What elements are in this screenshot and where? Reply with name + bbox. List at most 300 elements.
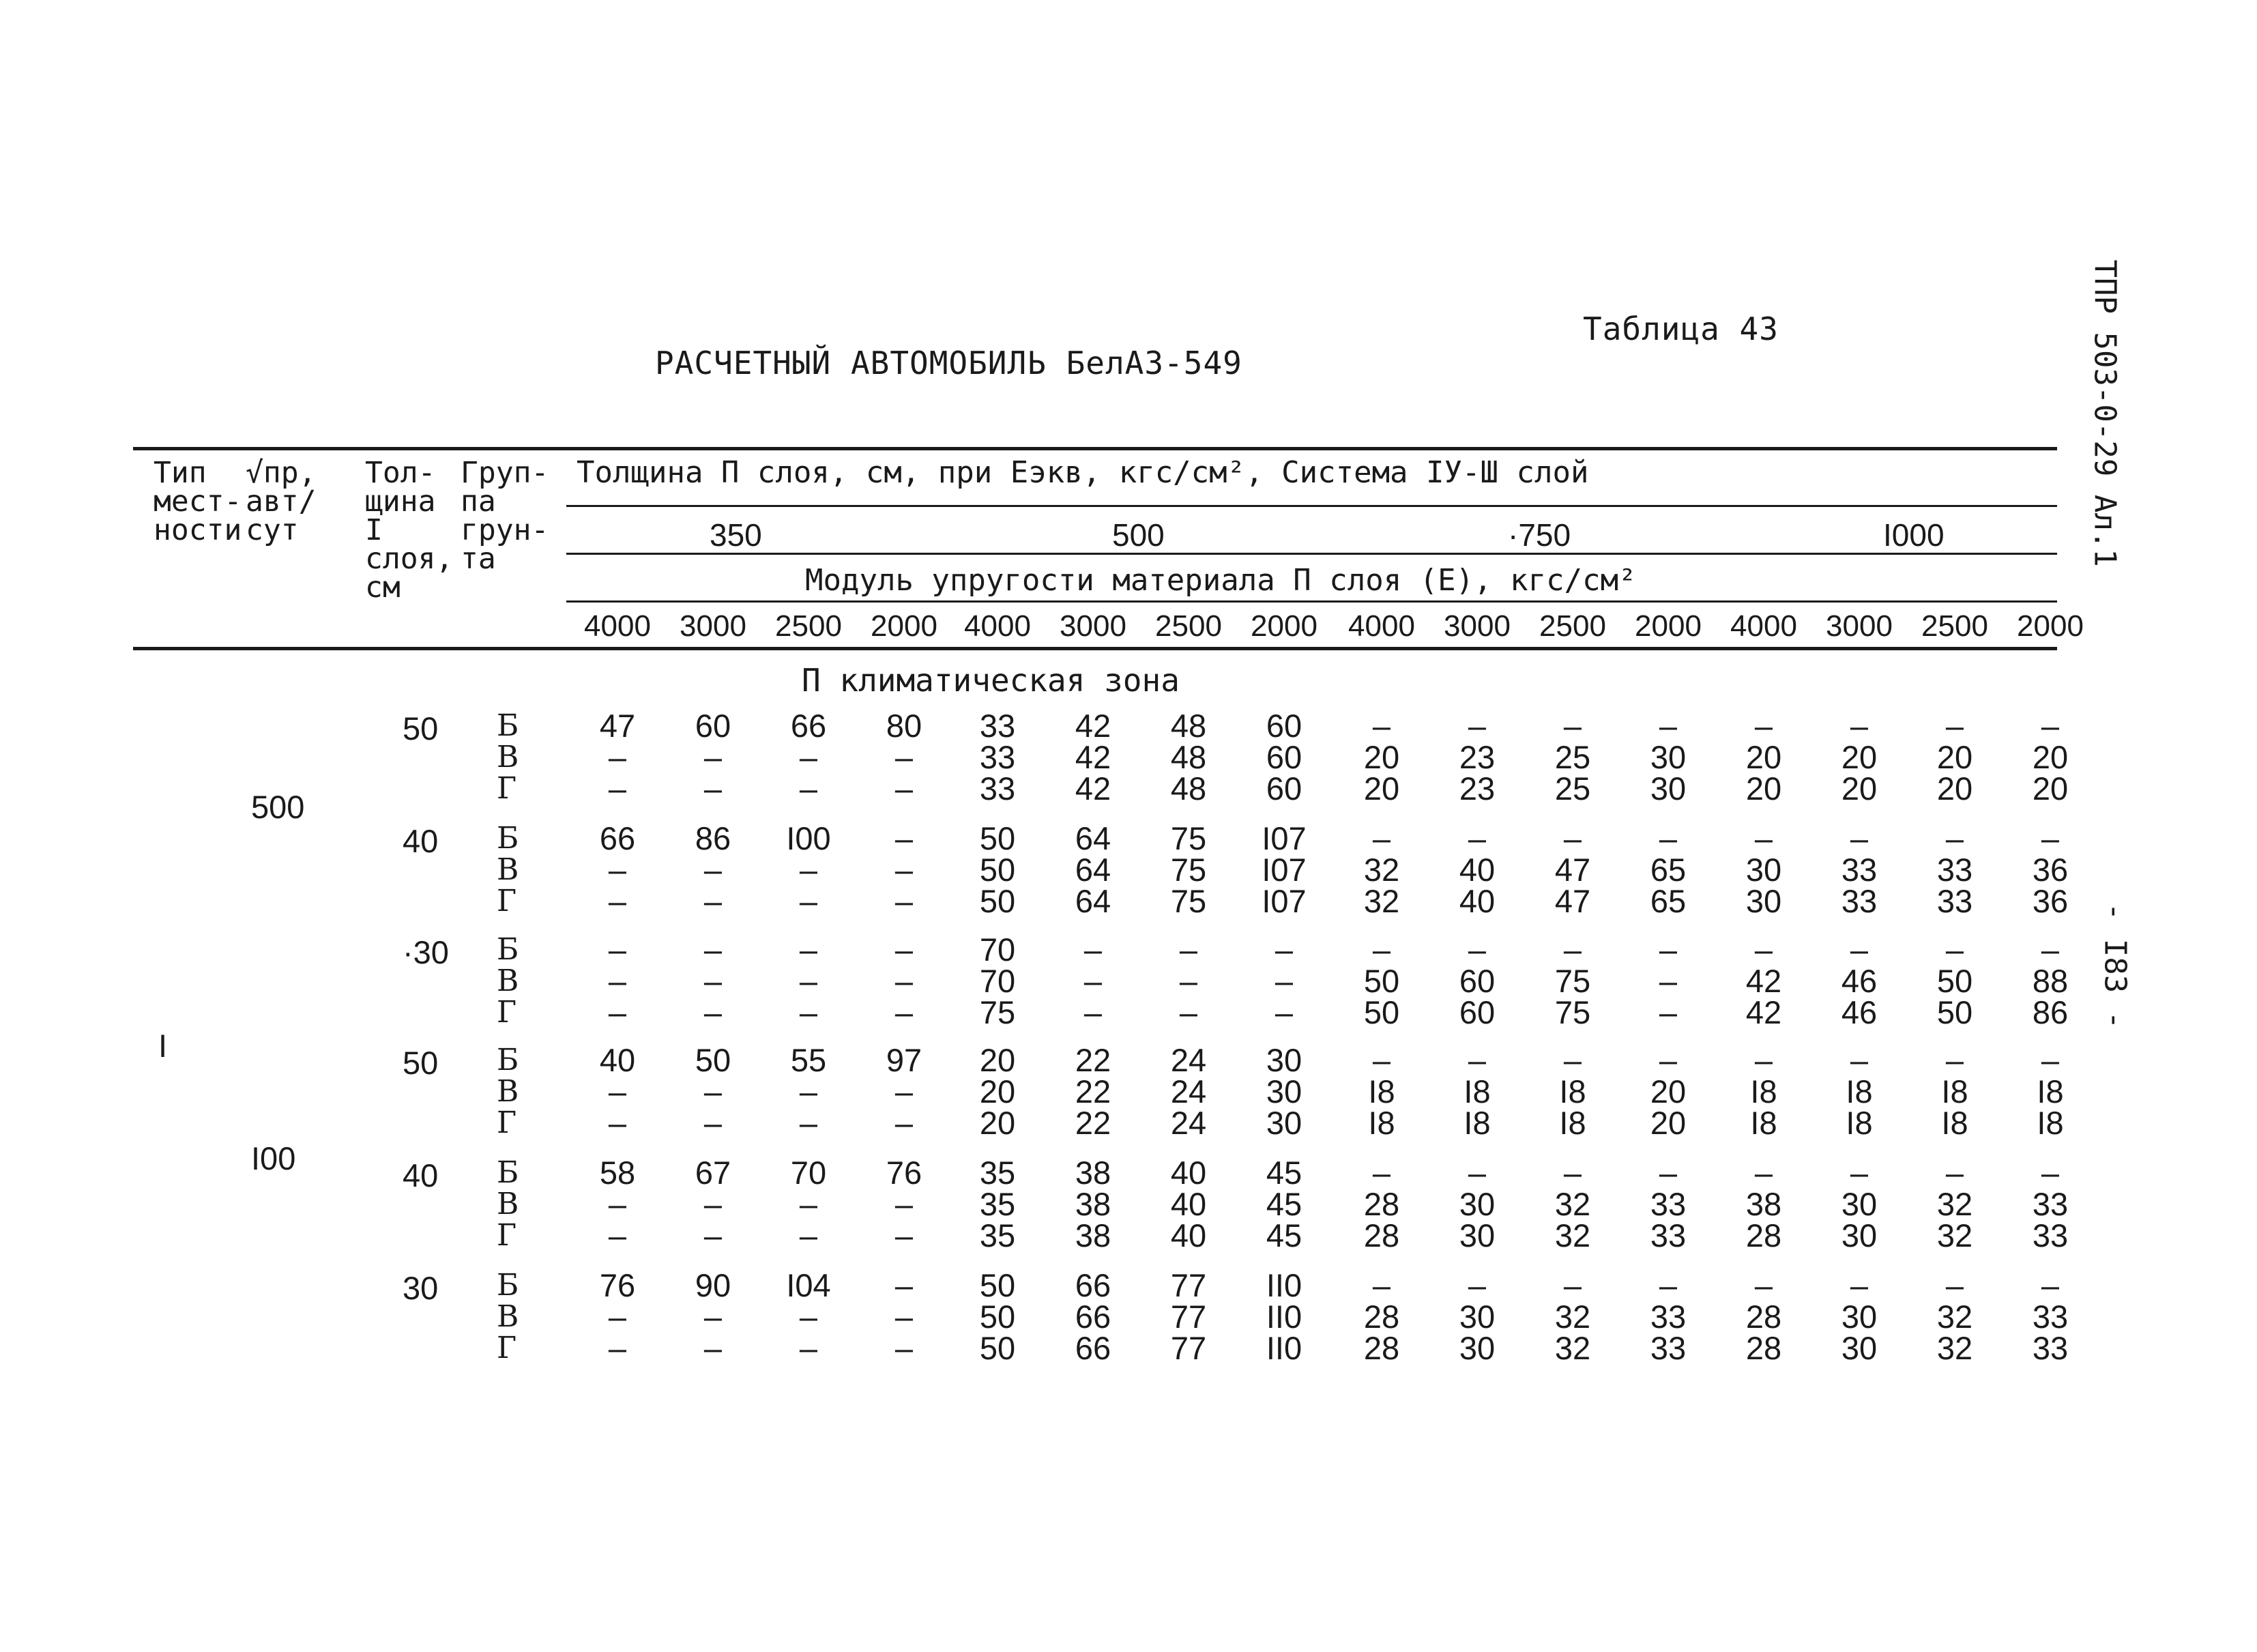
table-cell: 42 — [1745, 994, 1782, 1030]
table-cell: – — [1275, 963, 1294, 999]
table-cell: 60 — [695, 708, 731, 744]
table-cell: – — [1659, 708, 1678, 744]
table-cell: – — [1563, 820, 1582, 856]
table-cell: I07 — [1262, 883, 1307, 919]
table-cell: 38 — [1075, 1186, 1111, 1222]
table-cell: – — [1275, 931, 1294, 968]
table-cell: 64 — [1075, 820, 1111, 856]
table-cell: – — [894, 1105, 914, 1141]
table-cell: 75 — [1554, 994, 1591, 1030]
table-cell: – — [1468, 708, 1487, 744]
modulus-value: 2500 — [1539, 609, 1606, 643]
table-cell: 60 — [1459, 994, 1496, 1030]
modulus-value: 2500 — [1921, 609, 1988, 643]
table-cell: – — [1372, 1155, 1391, 1191]
table-cell: – — [1850, 708, 1869, 744]
table-cell: I8 — [1559, 1105, 1586, 1141]
traffic-value: 500 — [251, 789, 305, 825]
table-cell: 75 — [1170, 820, 1207, 856]
table-cell: – — [608, 883, 627, 919]
table-cell: 50 — [1363, 963, 1400, 999]
table-cell: 86 — [695, 820, 731, 856]
table-cell: 23 — [1459, 739, 1496, 775]
table-cell: 30 — [1459, 1330, 1496, 1366]
table-cell: – — [703, 739, 723, 775]
table-cell: I8 — [2037, 1073, 2064, 1110]
table-cell: – — [703, 1299, 723, 1335]
soil-group-label: В — [497, 852, 519, 887]
soil-group-label: В — [497, 740, 519, 774]
table-cell: – — [703, 963, 723, 999]
table-cell: 25 — [1554, 770, 1591, 807]
table-cell: 30 — [1459, 1186, 1496, 1222]
table-cell: 55 — [790, 1042, 827, 1078]
table-cell: 38 — [1745, 1186, 1782, 1222]
table-cell: 33 — [1936, 852, 1973, 888]
eekv-group-500: 500 — [1112, 517, 1165, 553]
header-bottom-rule — [133, 647, 2057, 650]
table-cell: – — [1468, 1042, 1487, 1078]
table-cell: – — [2041, 1267, 2060, 1303]
table-cell: 20 — [2032, 739, 2069, 775]
table-cell: 76 — [599, 1267, 636, 1303]
soil-group-label: В — [497, 1187, 519, 1221]
soil-group-label: Г — [497, 1218, 517, 1253]
col-header-soil-group: Груп- па грун- та — [461, 456, 549, 576]
table-cell: – — [799, 963, 818, 999]
table-cell: 75 — [1170, 852, 1207, 888]
table-cell: 20 — [979, 1073, 1016, 1110]
eekv-group-350: 350 — [710, 517, 762, 553]
table-cell: – — [1659, 963, 1678, 999]
table-cell: – — [2041, 931, 2060, 968]
table-cell: 60 — [1266, 708, 1302, 744]
table-cell: 67 — [695, 1155, 731, 1191]
table-cell: 48 — [1170, 770, 1207, 807]
table-cell: – — [703, 1330, 723, 1366]
table-cell: 40 — [1459, 852, 1496, 888]
table-cell: I07 — [1262, 852, 1307, 888]
table-cell: 40 — [1459, 883, 1496, 919]
table-cell: 20 — [1650, 1073, 1687, 1110]
group-rule — [566, 553, 2057, 555]
table-cell: I8 — [1368, 1073, 1395, 1110]
table-cell: 46 — [1841, 994, 1878, 1030]
table-cell: 75 — [979, 994, 1016, 1030]
table-cell: – — [2041, 1155, 2060, 1191]
table-cell: 64 — [1075, 883, 1111, 919]
table-top-rule — [133, 447, 2057, 450]
table-cell: 77 — [1170, 1267, 1207, 1303]
table-cell: 40 — [599, 1042, 636, 1078]
table-cell: – — [894, 1186, 914, 1222]
table-cell: 35 — [979, 1155, 1016, 1191]
table-cell: 20 — [1745, 739, 1782, 775]
table-cell: – — [894, 1330, 914, 1366]
table-cell: 50 — [979, 852, 1016, 888]
table-cell: 60 — [1266, 770, 1302, 807]
table-cell: 28 — [1745, 1299, 1782, 1335]
table-cell: 47 — [1554, 852, 1591, 888]
table-cell: – — [799, 1330, 818, 1366]
table-cell: 20 — [1745, 770, 1782, 807]
table-cell: I8 — [1941, 1073, 1968, 1110]
table-cell: – — [894, 1217, 914, 1254]
table-cell: II0 — [1266, 1299, 1302, 1335]
table-cell: 20 — [1936, 739, 1973, 775]
table-cell: 75 — [1170, 883, 1207, 919]
table-cell: 65 — [1650, 883, 1687, 919]
table-cell: 77 — [1170, 1330, 1207, 1366]
table-cell: – — [703, 770, 723, 807]
modulus-value: 3000 — [680, 609, 746, 643]
table-cell: 30 — [1266, 1073, 1302, 1110]
table-cell: 20 — [1363, 739, 1400, 775]
col-header-main: Толщина П слоя, см, при Еэкв, кгс/см², Система IУ-Ш слой — [577, 455, 1589, 490]
table-cell: 88 — [2032, 963, 2069, 999]
table-cell: 65 — [1650, 852, 1687, 888]
table-cell: I8 — [1464, 1105, 1491, 1141]
table-cell: 33 — [2032, 1330, 2069, 1366]
table-cell: – — [1083, 963, 1103, 999]
modulus-rule — [566, 600, 2057, 603]
traffic-value: I00 — [251, 1140, 296, 1176]
table-cell: – — [608, 770, 627, 807]
col-header-traffic: √пр, авт/ сут — [246, 456, 317, 547]
table-cell: 80 — [886, 708, 922, 744]
table-cell: – — [1754, 708, 1773, 744]
table-cell: 24 — [1170, 1042, 1207, 1078]
thickness-value: 50 — [403, 710, 439, 747]
table-cell: – — [608, 1105, 627, 1141]
table-cell: – — [1468, 820, 1487, 856]
modulus-value: 4000 — [584, 609, 651, 643]
table-cell: – — [1372, 1267, 1391, 1303]
table-cell: 50 — [695, 1042, 731, 1078]
table-cell: 30 — [1650, 739, 1687, 775]
modulus-value: 3000 — [1826, 609, 1893, 643]
table-cell: – — [1275, 994, 1294, 1030]
table-cell: 33 — [979, 770, 1016, 807]
table-cell: 45 — [1266, 1186, 1302, 1222]
table-cell: I8 — [1941, 1105, 1968, 1141]
table-cell: – — [894, 963, 914, 999]
table-cell: – — [799, 1105, 818, 1141]
table-cell: 60 — [1266, 739, 1302, 775]
table-cell: 40 — [1170, 1155, 1207, 1191]
page-title: РАСЧЕТНЫЙ АВТОМОБИЛЬ БелАЗ-549 — [655, 345, 1242, 381]
table-cell: I8 — [1368, 1105, 1395, 1141]
modulus-value: 2500 — [1155, 609, 1222, 643]
table-cell: – — [2041, 1042, 2060, 1078]
table-cell: I8 — [1750, 1073, 1777, 1110]
table-cell: 33 — [979, 739, 1016, 775]
table-cell: – — [1179, 963, 1198, 999]
table-cell: – — [2041, 708, 2060, 744]
table-cell: – — [799, 1299, 818, 1335]
table-cell: 64 — [1075, 852, 1111, 888]
table-cell: 33 — [1936, 883, 1973, 919]
table-cell: – — [703, 994, 723, 1030]
table-cell: 25 — [1554, 739, 1591, 775]
table-cell: 32 — [1554, 1186, 1591, 1222]
table-cell: – — [703, 852, 723, 888]
table-cell: – — [894, 1299, 914, 1335]
table-cell: – — [608, 1217, 627, 1254]
table-cell: 66 — [790, 708, 827, 744]
table-cell: 47 — [599, 708, 636, 744]
table-cell: 20 — [1363, 770, 1400, 807]
table-cell: 42 — [1075, 708, 1111, 744]
table-cell: – — [1083, 931, 1103, 968]
table-cell: – — [1850, 1155, 1869, 1191]
modulus-value: 2500 — [775, 609, 842, 643]
table-cell: – — [894, 770, 914, 807]
table-cell: 28 — [1363, 1330, 1400, 1366]
table-cell: – — [1754, 820, 1773, 856]
thickness-value: 40 — [403, 823, 439, 859]
table-cell: – — [894, 931, 914, 968]
soil-group-label: Б — [497, 1268, 519, 1303]
table-cell: 42 — [1075, 739, 1111, 775]
table-cell: 22 — [1075, 1073, 1111, 1110]
table-cell: – — [1659, 1042, 1678, 1078]
table-cell: 28 — [1363, 1217, 1400, 1254]
table-cell: – — [894, 739, 914, 775]
table-cell: – — [894, 994, 914, 1030]
table-cell: 33 — [1841, 883, 1878, 919]
table-number: Таблица 43 — [1583, 310, 1779, 347]
soil-group-label: В — [497, 963, 519, 998]
table-cell: I00 — [786, 820, 831, 856]
col-header-terrain-type: Тип мест- ности — [154, 456, 242, 547]
modulus-value: 2000 — [2017, 609, 2084, 643]
table-cell: 33 — [2032, 1299, 2069, 1335]
soil-group-label: Б — [497, 708, 519, 743]
table-cell: – — [1468, 1267, 1487, 1303]
table-cell: – — [894, 883, 914, 919]
table-cell: 36 — [2032, 852, 2069, 888]
table-cell: 58 — [599, 1155, 636, 1191]
thickness-value: 40 — [403, 1157, 439, 1193]
modulus-value: 2000 — [871, 609, 937, 643]
table-cell: 33 — [1650, 1330, 1687, 1366]
table-cell: 50 — [1363, 994, 1400, 1030]
soil-group-label: Г — [497, 1105, 517, 1140]
table-cell: – — [703, 1217, 723, 1254]
soil-group-label: Г — [497, 771, 517, 806]
soil-group-label: Б — [497, 1155, 519, 1190]
table-cell: – — [799, 994, 818, 1030]
table-cell: – — [2041, 820, 2060, 856]
table-cell: – — [608, 1073, 627, 1110]
table-cell: – — [1563, 708, 1582, 744]
eekv-rule — [566, 505, 2057, 507]
page-number: - I83 - — [2097, 902, 2133, 1030]
table-cell: 20 — [1841, 739, 1878, 775]
table-cell: – — [799, 739, 818, 775]
table-cell: 30 — [1266, 1105, 1302, 1141]
table-cell: 35 — [979, 1186, 1016, 1222]
table-cell: – — [703, 1073, 723, 1110]
table-cell: 66 — [1075, 1267, 1111, 1303]
table-cell: 50 — [1936, 963, 1973, 999]
document-code: ТПР 503-0-29 Ал.1 — [2087, 259, 2123, 567]
table-cell: – — [1179, 931, 1198, 968]
table-cell: 38 — [1075, 1155, 1111, 1191]
table-cell: – — [1372, 708, 1391, 744]
table-cell: – — [799, 770, 818, 807]
table-cell: 33 — [2032, 1186, 2069, 1222]
table-cell: I8 — [1846, 1073, 1873, 1110]
table-cell: 20 — [1936, 770, 1973, 807]
table-cell: 30 — [1459, 1299, 1496, 1335]
eekv-group-750: ·750 — [1508, 517, 1571, 553]
table-cell: 33 — [1650, 1217, 1687, 1254]
table-cell: 28 — [1363, 1299, 1400, 1335]
modulus-value: 2000 — [1251, 609, 1317, 643]
table-cell: – — [799, 1073, 818, 1110]
table-cell: I8 — [1464, 1073, 1491, 1110]
table-cell: 77 — [1170, 1299, 1207, 1335]
table-cell: 20 — [2032, 770, 2069, 807]
table-cell: 24 — [1170, 1105, 1207, 1141]
table-cell: I8 — [2037, 1105, 2064, 1141]
table-cell: 20 — [979, 1042, 1016, 1078]
table-cell: – — [894, 820, 914, 856]
table-cell: 76 — [886, 1155, 922, 1191]
table-cell: 32 — [1554, 1299, 1591, 1335]
table-cell: 33 — [1841, 852, 1878, 888]
table-cell: 60 — [1459, 963, 1496, 999]
table-cell: – — [608, 931, 627, 968]
table-cell: 30 — [1841, 1330, 1878, 1366]
table-cell: – — [894, 1073, 914, 1110]
table-cell: 48 — [1170, 739, 1207, 775]
table-cell: – — [1563, 1155, 1582, 1191]
thickness-value: ·30 — [403, 934, 449, 970]
table-cell: – — [1945, 1155, 1964, 1191]
table-cell: – — [799, 883, 818, 919]
table-cell: – — [1468, 1155, 1487, 1191]
soil-group-label: Г — [497, 995, 517, 1030]
soil-group-label: Б — [497, 932, 519, 967]
table-cell: – — [799, 1217, 818, 1254]
table-cell: 97 — [886, 1042, 922, 1078]
table-cell: 32 — [1363, 852, 1400, 888]
table-cell: 50 — [979, 1267, 1016, 1303]
table-cell: – — [1754, 1042, 1773, 1078]
table-cell: 30 — [1745, 883, 1782, 919]
modulus-value: 4000 — [964, 609, 1031, 643]
table-cell: 50 — [979, 1299, 1016, 1335]
table-cell: – — [1659, 994, 1678, 1030]
table-cell: 45 — [1266, 1217, 1302, 1254]
thickness-value: 50 — [403, 1045, 439, 1081]
table-cell: 70 — [790, 1155, 827, 1191]
zone-label: П климатическая зона — [802, 662, 1180, 699]
table-cell: 20 — [979, 1105, 1016, 1141]
table-cell: – — [1563, 1267, 1582, 1303]
table-cell: – — [608, 1330, 627, 1366]
table-cell: 48 — [1170, 708, 1207, 744]
table-cell: 28 — [1363, 1186, 1400, 1222]
col-header-thickness: Тол- щина I слоя, см — [365, 456, 454, 605]
table-cell: – — [1659, 1155, 1678, 1191]
table-cell: 42 — [1745, 963, 1782, 999]
soil-group-label: Г — [497, 1331, 517, 1365]
table-cell: – — [1372, 820, 1391, 856]
table-cell: – — [703, 931, 723, 968]
table-cell: – — [1468, 931, 1487, 968]
table-cell: 28 — [1745, 1217, 1782, 1254]
table-cell: I8 — [1846, 1105, 1873, 1141]
table-cell: – — [703, 1105, 723, 1141]
soil-group-label: В — [497, 1074, 519, 1109]
table-cell: – — [1659, 931, 1678, 968]
table-cell: 66 — [599, 820, 636, 856]
table-cell: 30 — [1841, 1217, 1878, 1254]
table-cell: 28 — [1745, 1330, 1782, 1366]
table-cell: – — [1754, 931, 1773, 968]
soil-group-label: Б — [497, 821, 519, 856]
table-cell: 30 — [1841, 1299, 1878, 1335]
soil-group-label: В — [497, 1299, 519, 1334]
table-cell: 50 — [979, 883, 1016, 919]
table-cell: – — [1372, 931, 1391, 968]
table-cell: – — [799, 852, 818, 888]
table-cell: – — [1563, 931, 1582, 968]
table-cell: – — [1754, 1267, 1773, 1303]
table-cell: – — [1945, 1267, 1964, 1303]
table-cell: – — [703, 883, 723, 919]
table-cell: 66 — [1075, 1299, 1111, 1335]
table-cell: I8 — [1559, 1073, 1586, 1110]
table-cell: – — [799, 1186, 818, 1222]
table-cell: 20 — [1650, 1105, 1687, 1141]
table-cell: 32 — [1554, 1330, 1591, 1366]
table-cell: 38 — [1075, 1217, 1111, 1254]
table-cell: 30 — [1650, 770, 1687, 807]
table-cell: – — [894, 1267, 914, 1303]
table-cell: 86 — [2032, 994, 2069, 1030]
table-cell: – — [894, 852, 914, 888]
table-cell: – — [608, 1186, 627, 1222]
table-cell: – — [1372, 1042, 1391, 1078]
thickness-value: 30 — [403, 1270, 439, 1306]
modulus-value: 4000 — [1348, 609, 1415, 643]
table-cell: 33 — [2032, 1217, 2069, 1254]
table-cell: – — [1945, 931, 1964, 968]
table-cell: – — [608, 963, 627, 999]
soil-group-label: Г — [497, 884, 517, 918]
table-cell: 30 — [1459, 1217, 1496, 1254]
modulus-value: 2000 — [1635, 609, 1702, 643]
table-cell: 40 — [1170, 1217, 1207, 1254]
table-cell: – — [1754, 1155, 1773, 1191]
table-cell: 30 — [1745, 852, 1782, 888]
table-cell: 22 — [1075, 1042, 1111, 1078]
table-cell: – — [1850, 931, 1869, 968]
modulus-value: 3000 — [1060, 609, 1126, 643]
table-cell: – — [608, 852, 627, 888]
table-cell: 30 — [1841, 1186, 1878, 1222]
table-cell: – — [799, 931, 818, 968]
table-cell: 33 — [1650, 1299, 1687, 1335]
table-cell: 32 — [1936, 1299, 1973, 1335]
terrain-type-value: I — [158, 1028, 168, 1064]
table-cell: 50 — [979, 820, 1016, 856]
